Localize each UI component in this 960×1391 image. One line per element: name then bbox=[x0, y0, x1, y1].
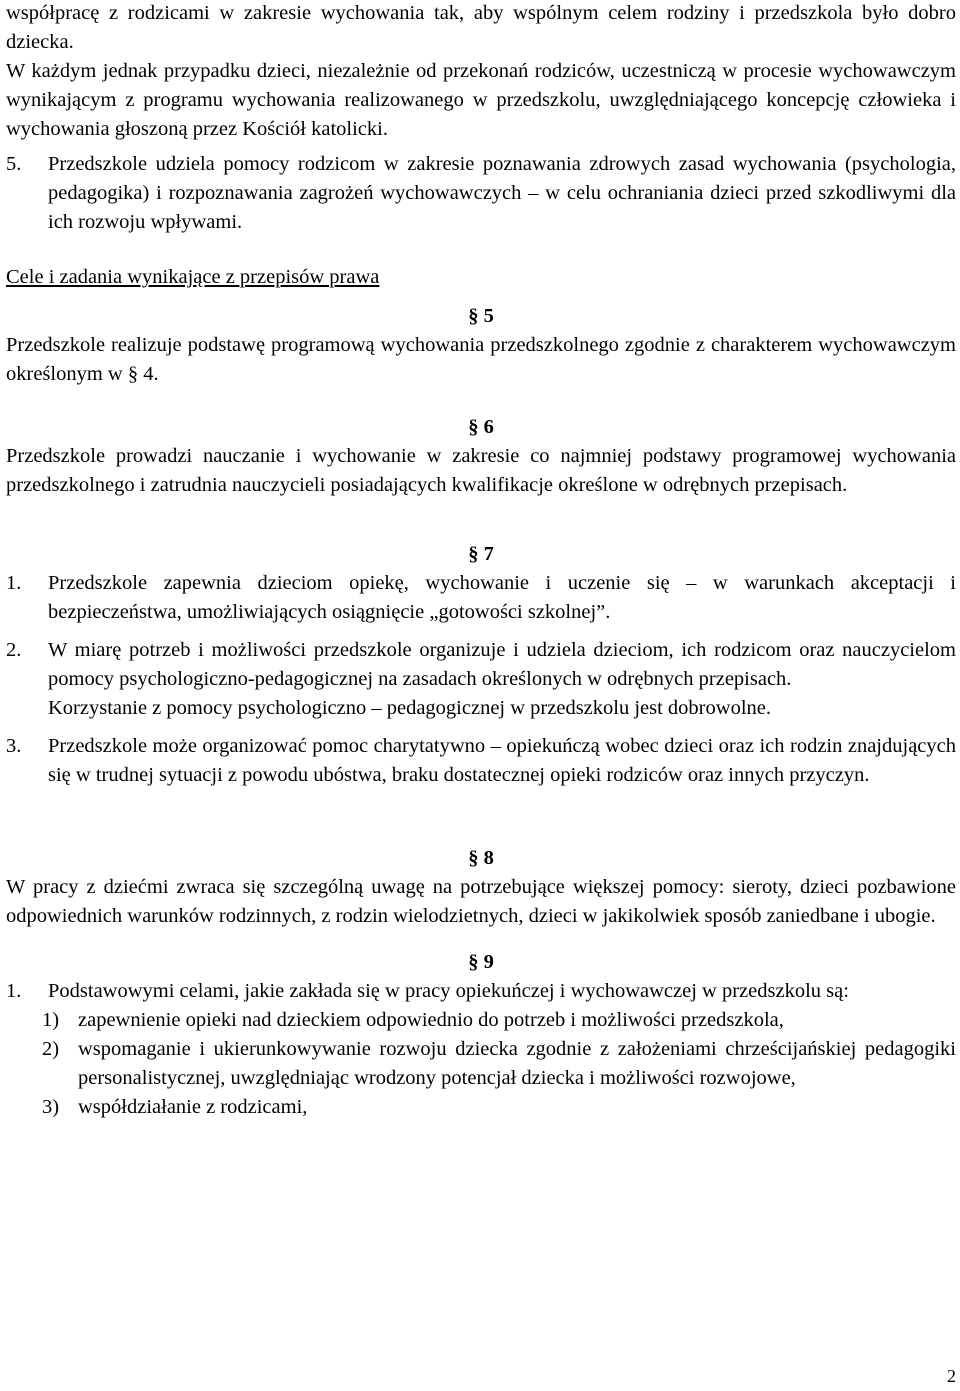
document-page bbox=[6, 0, 956, 1122]
list-item-text: W miarę potrzeb i możliwości przedszkole organizuje i udziela dzieciom, ich rodzicom oraz nauczycielom pomocy psychologiczno-pedagogicznej na zasadach określonych w odrębnych przepisach. bbox=[48, 639, 956, 690]
sub-list-item-text: zapewnienie opieki nad dzieckiem odpowiednio do potrzeb i możliwości przedszkola, bbox=[78, 1009, 784, 1031]
list-number: 5. bbox=[6, 153, 22, 175]
list-item bbox=[6, 569, 956, 627]
sub-list-item-text: współdziałanie z rodzicami, bbox=[78, 1096, 308, 1118]
list-item-text: Przedszkole może organizować pomoc charytatywno – opiekuńczą wobec dzieci oraz ich rodzin znajdujących się w trudnej sytuacji z powodu ubóstwa, braku dostatecznej opieki rodziców oraz innych przyczyn. bbox=[48, 735, 956, 786]
list-item bbox=[6, 977, 956, 1006]
paragraph-6-text: Przedszkole prowadzi nauczanie i wychowanie w zakresie co najmniej podstawy programowej wychowania przedszkolnego i zatrudnia nauczycieli posiadających kwalifikacje określone w odrębnych przepisach. bbox=[6, 445, 956, 496]
paragraph-5-text: Przedszkole realizuje podstawę programową wychowania przedszkolnego zgodnie z charakterem wychowawczym określonym w § 4. bbox=[6, 334, 956, 385]
sub-list-number: 2) bbox=[42, 1038, 60, 1060]
heading-paragraph-6: § 6 bbox=[468, 416, 494, 438]
heading-paragraph-5: § 5 bbox=[468, 305, 494, 327]
list-item-text: Podstawowymi celami, jakie zakłada się w pracy opiekuńczej i wychowawczej w przedszkolu są: bbox=[48, 980, 849, 1002]
page-number: 2 bbox=[947, 1366, 956, 1386]
list-number: 1. bbox=[6, 572, 22, 594]
list-item bbox=[6, 636, 956, 723]
heading-paragraph-9: § 9 bbox=[468, 951, 494, 973]
sub-list-item bbox=[6, 1093, 956, 1122]
sub-list-item bbox=[6, 1006, 956, 1035]
sub-list-item bbox=[6, 1035, 956, 1093]
list-item-note: Korzystanie z pomocy psychologiczno – pedagogicznej w przedszkolu jest dobrowolne. bbox=[48, 697, 771, 719]
list-item-text: Przedszkole zapewnia dzieciom opiekę, wychowanie i uczenie się – w warunkach akceptacji i bezpieczeństwa, umożliwiających osiągnięcie „gotowości szkolnej”. bbox=[48, 572, 956, 623]
list-number: 3. bbox=[6, 735, 22, 757]
sub-list-item-text: wspomaganie i ukierunkowywanie rozwoju dziecka zgodnie z założeniami chrześcijańskiej pedagogiki personalistycznej, uwzględniając wrodzony potencjał dziecka i możliwości rozwojowe, bbox=[78, 1038, 956, 1089]
paragraph-cooperation: współpracę z rodzicami w zakresie wychowania tak, aby wspólnym celem rodziny i przedszkola było dobro dziecka. bbox=[6, 2, 956, 53]
list-item bbox=[6, 732, 956, 790]
sub-list-number: 3) bbox=[42, 1096, 60, 1118]
section-title: Cele i zadania wynikające z przepisów prawa bbox=[6, 266, 380, 288]
paragraph-8-text: W pracy z dziećmi zwraca się szczególną uwagę na potrzebujące większej pomocy: sieroty, dzieci pozbawione odpowiednich warunków rodzinnych, z rodzin wielodzietnych, dzieci w jakikolwiek sposób zaniedbane i ubogie. bbox=[6, 876, 956, 927]
list-number: 2. bbox=[6, 639, 22, 661]
list-number: 1. bbox=[6, 980, 22, 1002]
heading-paragraph-7: § 7 bbox=[468, 543, 494, 565]
list-item-text: Przedszkole udziela pomocy rodzicom w zakresie poznawania zdrowych zasad wychowania (psychologia, pedagogika) i rozpoznawania zagrożeń wychowawczych – w celu ochraniania dzieci przed szkodliwymi dla ich rozwoju wpływami. bbox=[48, 153, 956, 233]
heading-paragraph-8: § 8 bbox=[468, 847, 494, 869]
paragraph-participation: W każdym jednak przypadku dzieci, niezależnie od przekonań rodziców, uczestniczą w procesie wychowawczym wynikającym z programu wychowania realizowanego w przedszkolu, uwzględniającego koncepcję człowieka i wychowania głoszoną przez Kościół katolicki. bbox=[6, 60, 956, 140]
sub-list-number: 1) bbox=[42, 1009, 60, 1031]
list-item-5 bbox=[6, 150, 956, 237]
